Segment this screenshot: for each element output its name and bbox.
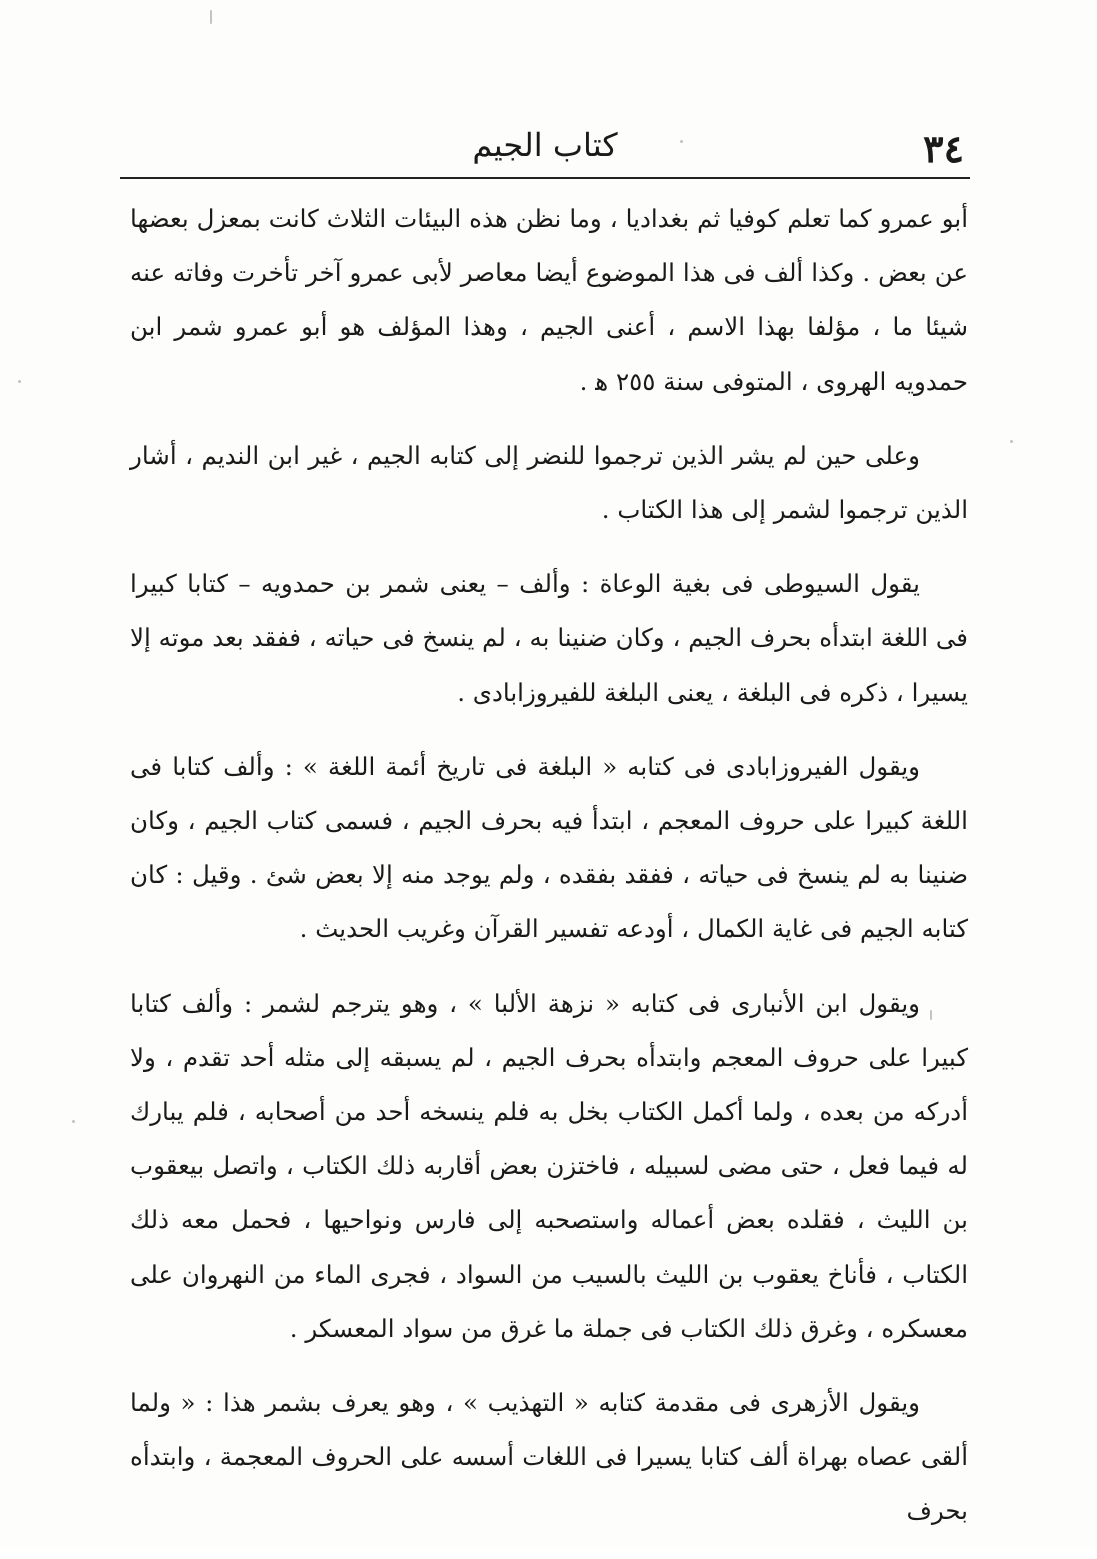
- scan-speck: [680, 140, 683, 143]
- scan-speck: [930, 1010, 932, 1020]
- scan-speck: [72, 1120, 75, 1123]
- page-number: ٣٤: [923, 126, 964, 171]
- paragraph: ويقول الفيروزابادى فى كتابه « البلغة فى تاريخ أئمة اللغة » : وألف كتابا فى اللغة كبيرا على حروف المعجم ، ابتدأ فيه بحرف الجيم ، فسمى كتاب الجيم ، وكان ضنينا به لم ينسخ فى حياته ، ففقد بفقده ، ولم يوجد منه إلا بعض شئ . وقيل : كان كتابه الجيم فى غاية الكمال ، أودعه تفسير القرآن وغريب الحديث .: [130, 751, 968, 944]
- page-header: [120, 118, 970, 178]
- body-text: [130, 192, 968, 1559]
- scan-speck: [210, 10, 212, 24]
- scan-speck: [1010, 440, 1013, 443]
- paragraph: ويقول الأزهرى فى مقدمة كتابه « التهذيب » ، وهو يعرف بشمر هذا : « ولما ألقى عصاه بهراة ألف كتابا يسيرا فى اللغات أسسه على الحروف المعجمة ، وابتدأه بحرف: [130, 1388, 968, 1526]
- header-rule: [120, 177, 970, 179]
- scan-speck: [18, 380, 21, 383]
- paragraph: ويقول ابن الأنبارى فى كتابه « نزهة الألبا » ، وهو يترجم لشمر : وألف كتابا كبيرا على حروف المعجم وابتدأه بحرف الجيم ، لم يسبقه إلى مثله أحد تقدم ، ولا أدركه من بعده ، ولما أكمل الكتاب بخل به فلم ينسخه أحد من أصحابه ، فلم يبارك له فيما فعل ، حتى مضى لسبيله ، فاختزن بعض أقاربه ذلك الكتاب ، واتصل بيعقوب بن الليث ، فقلده بعض أعماله واستصحبه إلى فارس ونواحيها ، فحمل معه ذلك الكتاب ، فأناخ يعقوب بن الليث بالسيب من السواد ، فجرى الماء من النهروان على معسكره ، وغرق ذلك الكتاب فى جملة ما غرق من سواد المعسكر .: [130, 988, 968, 1343]
- paragraph: يقول السيوطى فى بغية الوعاة : وألف – يعنى شمر بن حمدويه – كتابا كبيرا فى اللغة ابتدأه بحرف الجيم ، وكان ضنينا به ، لم ينسخ فى حياته ، ففقد بعد موته إلا يسيرا ، ذكره فى البلغة ، يعنى البلغة للفيروزابادى .: [130, 569, 968, 707]
- paragraph: وعلى حين لم يشر الذين ترجموا للنضر إلى كتابه الجيم ، غير ابن النديم ، أشار الذين ترجموا لشمر إلى هذا الكتاب .: [130, 440, 968, 525]
- running-title: كتاب الجيم: [472, 126, 618, 164]
- paragraph: أبو عمرو كما تعلم كوفيا ثم بغداديا ، وما نظن هذه البيئات الثلاث كانت بمعزل بعضها عن بعض . وكذا ألف فى هذا الموضوع أيضا معاصر لأبى عمرو آخر تأخرت وفاته عنه شيئا ما ، مؤلفا بهذا الاسم ، أعنى الجيم ، وهذا المؤلف هو أبو عمرو شمر ابن حمدويه الهروى ، المتوفى سنة ٢٥٥ ﻫ .: [130, 204, 968, 396]
